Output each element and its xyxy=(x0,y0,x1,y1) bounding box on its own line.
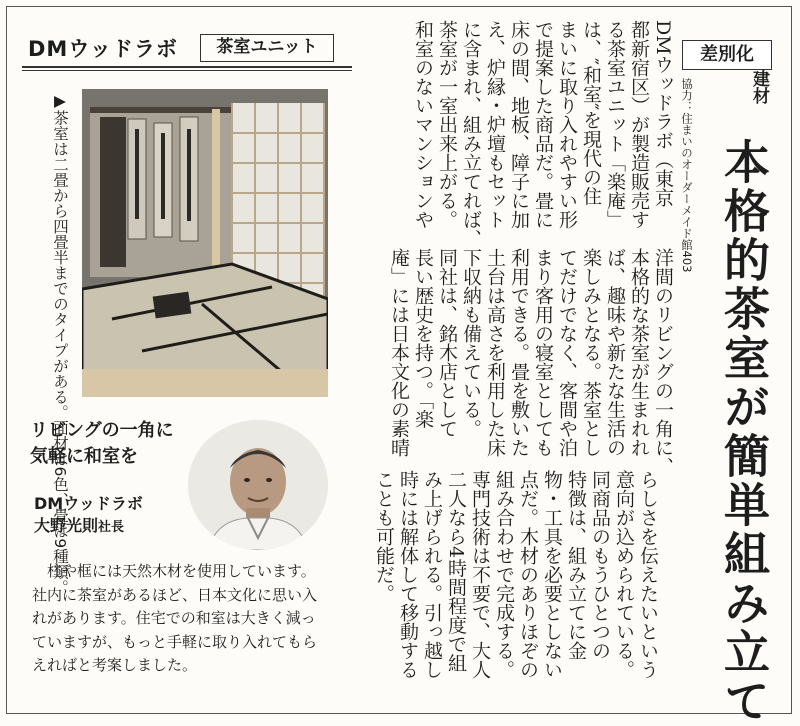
article-line: 意向が込められている。 xyxy=(613,470,635,679)
material-tag: 建材 xyxy=(749,70,769,104)
article-column-middle xyxy=(388,248,675,476)
president-portrait xyxy=(188,420,328,550)
interview-person xyxy=(34,513,124,536)
article-line: ば、趣味や新たな生活の xyxy=(604,248,626,457)
article-line: る茶室ユニット「楽庵」 xyxy=(604,20,626,229)
article-line: 土台は高さを利用した床 xyxy=(484,248,506,457)
person-name: 大野光則 xyxy=(34,516,99,535)
interview-company: DMウッドラボ xyxy=(34,494,143,513)
interview-title xyxy=(30,418,174,470)
article-line: に含まれ、組み立てれば、 xyxy=(460,20,482,248)
portrait-illustration xyxy=(188,420,328,550)
article-column-bottom xyxy=(360,470,660,700)
header-rule-thin xyxy=(22,70,352,71)
article-line: 本格的な茶室が生まれれ xyxy=(628,248,650,457)
product-label: 茶室ユニット xyxy=(200,34,334,62)
article-line: 和室のないマンションや xyxy=(412,20,434,229)
article-line: 下収納も備えている。 xyxy=(460,248,482,438)
article-line: まいに取り入れやすい形 xyxy=(556,20,578,229)
article-line: 長い歴史を持つ。「楽 xyxy=(412,248,434,429)
tea-room-illustration xyxy=(82,89,328,397)
article-line: 点だ。木材のありほぞの xyxy=(517,470,539,679)
article-line: 都新宿区）が製造販売す xyxy=(628,20,650,229)
photo-caption: ▶茶室は二畳から四畳半までのタイプがある。面材は6色、畳は9種類。 xyxy=(51,92,69,595)
article-line: み上げられる。引っ越し xyxy=(421,470,443,679)
brand-title: DMウッドラボ xyxy=(28,37,178,61)
article-line: 洋間のリビングの一角に、 xyxy=(652,248,674,476)
article-line: 特徴は、組み立てに金 xyxy=(565,470,587,660)
header-rule xyxy=(22,66,352,68)
article-line: で提案した商品だ。畳に xyxy=(532,20,554,229)
article-line: 専門技術は不要で、大人 xyxy=(469,470,491,679)
article-line: え、炉縁・炉壇もセット xyxy=(484,20,506,229)
category-tag: 差別化 xyxy=(682,40,772,70)
article-line: 同社は、銘木店として xyxy=(436,248,458,438)
article-line: てだけでなく、客間や泊 xyxy=(556,248,578,457)
interview-title-line2: 気軽に和室を xyxy=(30,446,138,467)
article-line: 床の間、地板、障子に加 xyxy=(508,20,530,229)
article-line: らしさを伝えたいという xyxy=(637,470,659,679)
article-line: 二人なら4時間程度で組 xyxy=(445,470,467,673)
interview-title-line1: リビングの一角に xyxy=(30,420,174,441)
article-line: 茶室が一室出来上がる。 xyxy=(436,20,458,229)
article-line: 組み合わせで完成する。 xyxy=(493,470,515,679)
article-line: まり客用の寝室としても xyxy=(532,248,554,457)
interview-body: 柱や框には天然木材を使用しています。社内に茶室があるほど、日本文化に思い入れがあります。住宅での和室は大きく減っていますが、もっと手軽に取り入れてもらえればと考案しました。 xyxy=(32,562,318,674)
article-line: は、″和室″を現代の住 xyxy=(580,20,602,206)
article-line: 利用できる。畳を敷いた xyxy=(508,248,530,457)
article-line: 同商品のもうひとつの xyxy=(589,470,611,660)
tea-room-photo xyxy=(82,89,328,397)
article-line: ことも可能だ。 xyxy=(373,470,395,603)
person-role: 社長 xyxy=(98,520,125,535)
article-line: 楽しみとなる。茶室とし xyxy=(580,248,602,457)
article-line: 庵」には日本文化の素晴 xyxy=(388,248,410,457)
article-line: DMウッドラボ（東京 xyxy=(652,20,674,207)
credit-line: 協力：住まいのオーダーメイド館403 xyxy=(680,78,694,273)
article-line: 物・工具を必要としない xyxy=(541,470,563,679)
article-line: 時には解体して移動する xyxy=(397,470,419,679)
article-column-top xyxy=(345,20,675,260)
headline: 本格的茶室が簡単組み立て xyxy=(717,138,771,726)
